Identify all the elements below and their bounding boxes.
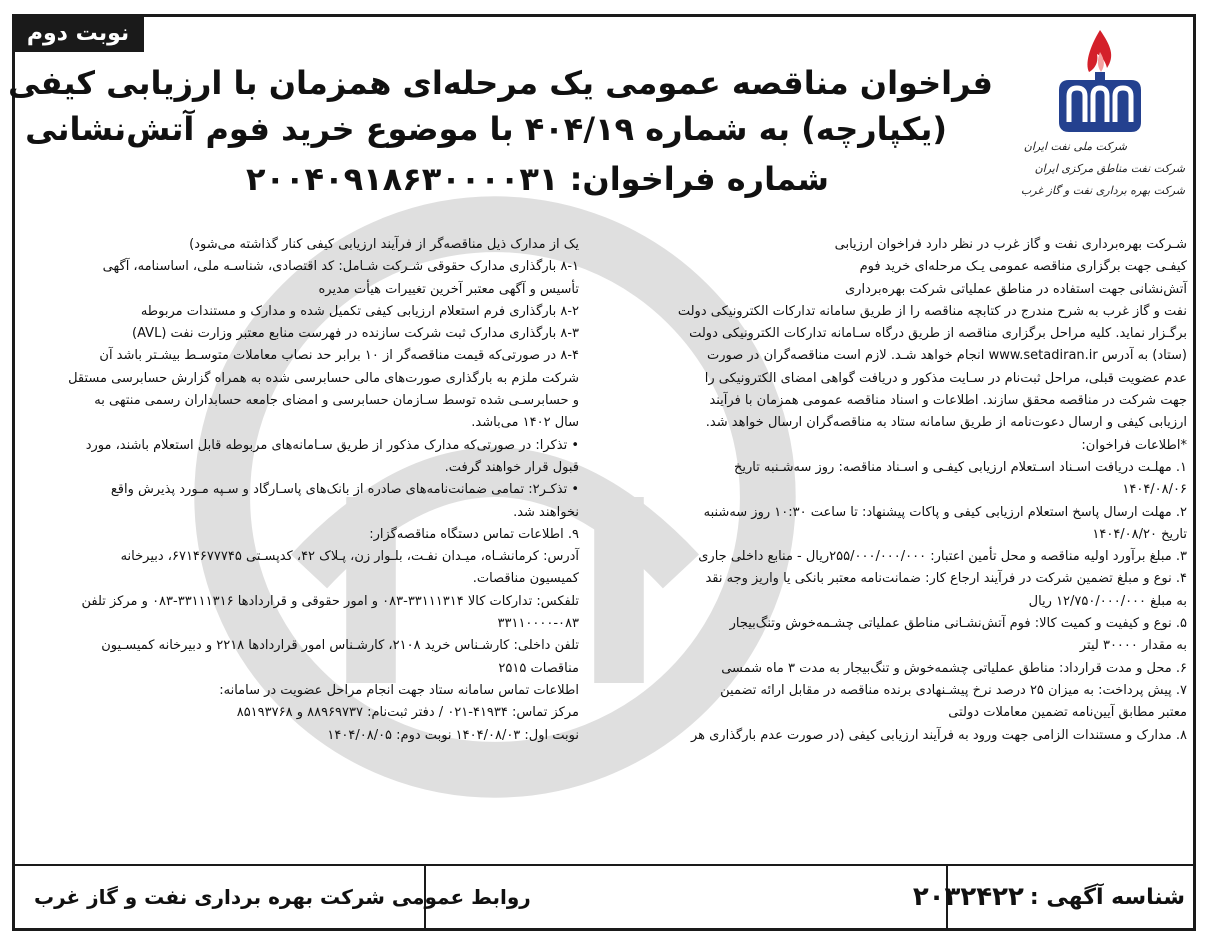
- text-line: ۸-۱ بارگذاری مدارک حقوقی شـرکت شـامل: کد اقتصادی، شناسـه ملی، اساسنامه، آگهی: [102, 259, 579, 275]
- text-line: تلفن داخلی: کارشـناس خرید ۲۱۰۸، کارشـناس امور قراردادها ۲۲۱۸ و دبیرخانه کمیسـیون: [101, 638, 579, 654]
- text-line: ۸-۳ بارگذاری مدارک ثبت شرکت سازنده در فهرست منابع معتبر وزارت نفت (AVL): [132, 326, 579, 342]
- text-line: ۶. محل و مدت قرارداد: مناطق عملیاتی چشمه‌خوش و تنگ‌بیجار به مدت ۳ ماه شمسی: [721, 660, 1187, 676]
- ad-id: [913, 868, 1185, 926]
- company-logo: [1015, 26, 1185, 266]
- text-line: ۵. نوع و کیفیت و کمیت کالا: فوم آتش‌نشـانی مناطق عملیاتی چشـمه‌خوش وتنگ‌بیجار: [729, 616, 1187, 632]
- text-line: کیفـی جهت برگزاری مناقصه عمومی یـک مرحله‌ای خرید فوم: [859, 259, 1187, 275]
- text-line: و حسابرسـی شده توسط سـازمان حسابرسی و امضای جامعه حسابداران رسمی منتهی به: [94, 393, 579, 409]
- logo-text-icofc: شرکت نفت مناطق مرکزی ایران: [1034, 162, 1185, 175]
- publication-round-badge: نوبت دوم: [12, 14, 144, 52]
- text-line: یک از مدارک ذیل مناقصه‌گر از فرآیند ارزیابی کیفی کنار گذاشته می‌شود): [189, 237, 579, 252]
- text-line: (ستاد) به آدرس www.setadiran.ir انجام خواهد شـد. لازم است مناقصه‌گران در صورت: [706, 348, 1187, 364]
- text-line: به مبلغ ۱۲/۷۵۰/۰۰۰/۰۰۰ ریال: [1028, 593, 1187, 609]
- text-line: عدم عضویت قبلی، مراحل ثبت‌نام در سـایت مذکور و دریافت گواهی امضای الکترونیکی را: [704, 370, 1187, 386]
- publisher-credit: روابط عمومی شرکت بهره برداری نفت و گاز غرب: [34, 885, 531, 909]
- text-line: نخواهند شد.: [513, 504, 579, 520]
- logo-text-nioc: شرکت ملی نفت ایران: [1023, 140, 1127, 153]
- text-line: ۳. مبلغ برآورد اولیه مناقصه و محل تأمین اعتبار: ۲۵۵/۰۰۰/۰۰۰/۰۰۰ریال - منابع داخلی جاری: [698, 549, 1187, 565]
- text-line: ۸-۲ بارگذاری فرم استعلام ارزیابی کیفی تکمیل شده و مدارک و مستندات مربوطه: [140, 303, 579, 319]
- ad-title: [7, 60, 993, 204]
- text-line: مرکز تماس: ۴۱۹۳۴-۰۲۱ / دفتر ثبت‌نام: ۸۸۹۶۹۷۳۷ و ۸۵۱۹۳۷۶۸: [236, 705, 579, 721]
- text-line: ۱۴۰۴/۰۸/۰۶: [1122, 482, 1187, 498]
- text-line: کمیسیون مناقصات.: [472, 571, 579, 587]
- text-line: *اطلاعات فراخوان:: [1081, 437, 1187, 453]
- text-line: تاریخ ۱۴۰۴/۰۸/۲۰: [1092, 526, 1187, 542]
- left-column-text: [31, 234, 579, 747]
- text-line: نفت و گاز غرب به شرح مندرج در کتابچه مناقصه را از طریق سامانه تدارکات الکترونیکی دولت: [677, 303, 1187, 319]
- text-line: نوبت اول: ۱۴۰۴/۰۸/۰۳ نوبت دوم: ۱۴۰۴/۰۸/۰۵: [327, 727, 579, 743]
- text-line: تأسیس و آگهی معتبر آخرین تغییرات هیأت مدیره: [318, 281, 579, 297]
- text-line: ۷. پیش پرداخت: به میزان ۲۵ درصد نرخ پیشـنهادی برنده مناقصه در مقابل ارائه تضمین: [720, 682, 1187, 698]
- text-line: به مقدار ۳۰۰۰۰ لیتر: [1079, 638, 1187, 654]
- text-line: آتش‌نشانی جهت استفاده در مناطق عملیاتی شرکت بهره‌برداری: [845, 281, 1187, 297]
- text-line: آدرس: کرمانشـاه، میـدان نفـت، بلـوار زن، پـلاک ۴۲، کدپسـتی ۶۷۱۴۶۷۷۷۴۵، دبیرخانه: [120, 549, 579, 565]
- text-line: ارزیابی کیفی و ارسال دعوت‌نامه از طریق سامانه ستاد به مناقصه‌گران ارسال خواهد شد.: [705, 415, 1187, 431]
- text-line: ۸-۴ در صورتی‌که قیمت مناقصه‌گر از ۱۰ برابر حد نصاب معاملات متوسـط بیشـتر باشد آن: [99, 348, 579, 364]
- text-line: شرکت ملزم به بارگذاری صورت‌های مالی حسابرسی شده به همراه گزارش حسابرسی مستقل: [68, 370, 579, 386]
- footer-divider: [12, 864, 1196, 866]
- logo-text-west-oil: شرکت بهره برداری نفت و گاز غرب: [1020, 184, 1185, 197]
- text-line: ۲. مهلت ارسال پاسخ استعلام ارزیابی کیفی و پاکات پیشنهاد: تا ساعت ۱۰:۳۰ روز سه‌شنبه: [703, 504, 1187, 520]
- ad-id-label: شناسه آگهی :: [1029, 884, 1185, 910]
- right-column-text: [621, 234, 1187, 747]
- text-line: • تذکرا: در صورتی‌که مدارک مذکور از طریق سـامانه‌های مربوطه قابل استعلام باشند، مورد: [85, 437, 579, 453]
- text-line: برگـزار نماید. کلیه مراحل برگزاری مناقصه از طریق درگاه سـامانه تدارکات الکترونیکی دولت: [689, 326, 1187, 342]
- call-number: شماره فراخوان: ۲۰۰۴۰۹۱۸۶۳۰۰۰۰۳۱: [245, 160, 829, 198]
- nioc-logo-icon: [1045, 26, 1155, 136]
- ad-id-value: ۲۰۳۲۴۲۲: [912, 882, 1024, 912]
- text-line: سال ۱۴۰۲ می‌باشد.: [471, 415, 579, 431]
- text-line: • تذکـر۲: تمامی ضمانت‌نامه‌های صادره از بانک‌های پاسـارگاد و سـپه مـورد پذیرش واقع: [110, 482, 579, 498]
- text-line: ۹. اطلاعات تماس دستگاه مناقصه‌گزار:: [369, 526, 579, 542]
- text-line: قبول قرار خواهند گرفت.: [444, 459, 579, 475]
- text-line: ۸. مدارک و مستندات الزامی جهت ورود به فرآیند ارزیابی کیفی (در صورت عدم بارگذاری هر: [690, 727, 1187, 743]
- title-line-1: فراخوان مناقصه عمومی یک مرحله‌ای همزمان با ارزیابی کیفی: [7, 64, 993, 102]
- text-line: ۳۳۱۱۰۰۰۰-۰۸۳: [497, 616, 579, 632]
- text-line: شـرکت بهره‌برداری نفت و گاز غرب در نظر دارد فراخوان ارزیابی: [834, 237, 1187, 252]
- text-line: اطلاعات تماس سامانه ستاد جهت انجام مراحل عضویت در سامانه:: [219, 682, 579, 698]
- text-line: مناقصات ۲۵۱۵: [498, 660, 579, 676]
- text-line: معتبر مطابق آیین‌نامه تضمین معاملات دولتی: [948, 705, 1187, 721]
- title-line-2: (یکپارچه) به شماره ۴۰۴/۱۹ با موضوع خرید فوم آتش‌نشانی: [25, 110, 947, 148]
- text-line: جهت شرکت در مناقصه محقق سازند. اطلاعات و اسناد مناقصه عمومی همزمان با فرآیند: [709, 393, 1187, 409]
- text-line: تلفکس: تدارکات کالا ۳۳۱۱۱۳۱۴-۰۸۳ و امور حقوقی و قراردادها ۳۳۱۱۱۳۱۶-۰۸۳ و مرکز تلفن: [81, 593, 579, 609]
- text-line: ۱. مهلـت دریافت اسـناد اسـتعلام ارزیابی کیفـی و اسـناد مناقصه: روز سه‌شـنبه تاریخ: [733, 459, 1187, 475]
- text-line: ۴. نوع و مبلغ تضمین شرکت در فرآیند ارجاع کار: ضمانت‌نامه معتبر بانکی یا واریز وجه نقد: [705, 571, 1187, 587]
